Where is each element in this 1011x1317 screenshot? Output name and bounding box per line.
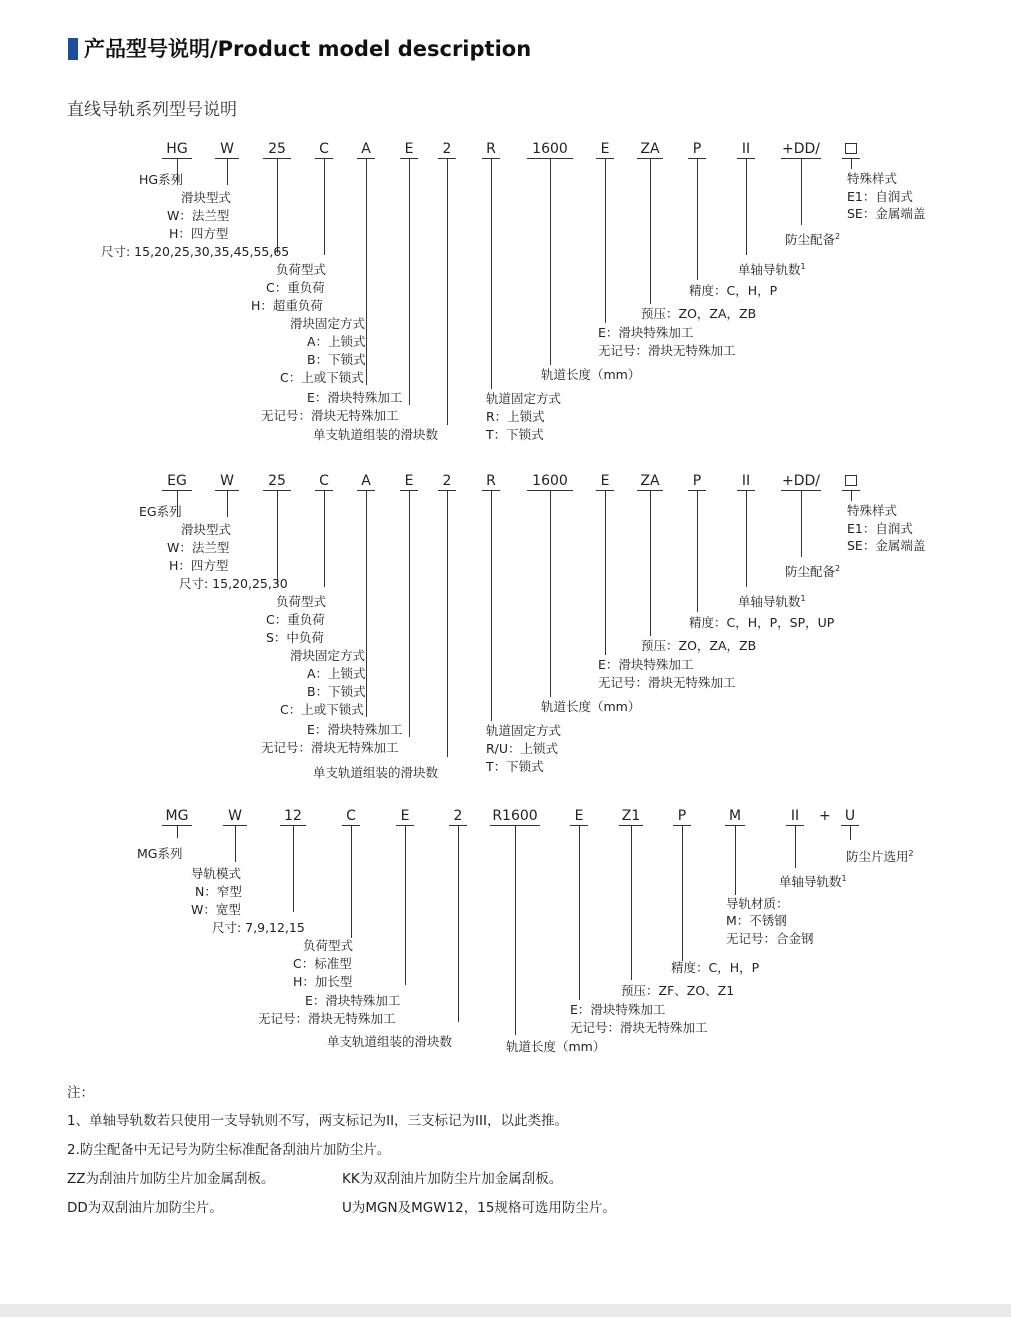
size-label-2: [212, 920, 305, 935]
leader-line-1-3: [324, 491, 325, 587]
leader-line-1-11: [697, 491, 698, 612]
rail-mode-label-2: [191, 866, 241, 881]
leader-line-2-6: [515, 826, 516, 1035]
preload-label-1-text: 预压：ZO，ZA，ZB: [641, 638, 757, 653]
block-fix-c-1-text: C：上或下锁式: [280, 702, 364, 717]
special-label-0-text: 特殊样式: [847, 171, 898, 186]
no2-special-1: [598, 675, 736, 690]
load-c-0-text: C：重负荷: [266, 280, 325, 295]
rail-fix-label-0: [486, 391, 561, 406]
block-fix-label-1: [290, 648, 365, 663]
block-fix-label-0-text: 滑块固定方式: [290, 316, 366, 331]
special-se-0: [847, 206, 925, 221]
preload-label-1: [641, 638, 756, 653]
block-type-label-0: [181, 190, 231, 205]
size-label-1-text: 尺寸: 15,20,25,30: [179, 576, 288, 591]
code-2-5: 2: [453, 808, 463, 824]
code-2-9: P: [677, 808, 687, 824]
leader-line-1-4: [366, 491, 367, 717]
load-c-1: [266, 612, 325, 627]
load-h-0: [251, 298, 323, 313]
rail-fix-label-1: [486, 723, 561, 738]
special-e1-0-text: E1：自润式: [847, 189, 913, 204]
leader-line-1-9: [605, 491, 606, 655]
block-e-special-2-text: E：滑块特殊加工: [305, 993, 401, 1008]
special-label-1-text: 特殊样式: [847, 503, 898, 518]
precision-label-2-text: 精度：C，H，P: [671, 960, 760, 975]
block-count-label-2: [327, 1034, 452, 1049]
dust-label-1-footnote: 2: [835, 564, 841, 573]
code-2-2: 12: [284, 808, 302, 824]
note-4b: U为MGN及MGW12，15规格可选用防尘片。: [342, 1200, 616, 1216]
size-label-0-text: 尺寸: 15,20,25,30,35,45,55,65: [101, 244, 290, 259]
code-1-3: C: [319, 473, 329, 489]
block-no-special-1-text: 无记号：滑块无特殊加工: [261, 740, 399, 755]
leader-line-0-2: [277, 159, 278, 253]
code-1-6: 2: [442, 473, 452, 489]
code-2-8: Z1: [621, 808, 641, 824]
code-0-1: W: [220, 141, 234, 157]
e2-special-1-text: E：滑块特殊加工: [598, 657, 694, 672]
footer-bar: [0, 1304, 1011, 1317]
load-h-2: [293, 974, 352, 989]
leader-line-1-12: [746, 491, 747, 587]
load-h-2-text: H：加长型: [293, 974, 353, 989]
code-2-7: E: [574, 808, 584, 824]
block-fix-b-1: [307, 684, 366, 699]
block-type-label-0-text: 滑块型式: [181, 190, 232, 205]
size-label-0: [101, 244, 289, 259]
rail-fix-label-1-text: 轨道固定方式: [486, 723, 562, 738]
rail-mode-w-2-text: W：宽型: [191, 902, 241, 917]
page-title: 产品型号说明/Product model description: [84, 37, 532, 61]
block-no-special-2: [258, 1011, 396, 1026]
block-type-h-1-text: H：四方型: [169, 558, 229, 573]
code-0-7: R: [486, 141, 496, 157]
note-3a: ZZ为刮油片加防尘片加金属刮板。: [67, 1171, 275, 1187]
axis-count-label-2: [779, 871, 847, 889]
load-type-label-1: [276, 594, 326, 609]
block-no-special-0-text: 无记号：滑块无特殊加工: [261, 408, 399, 423]
leader-line-1-8: [550, 491, 551, 697]
block-fix-c-1: [280, 702, 364, 717]
rail-fix-r-0: [486, 409, 545, 424]
code-0-9: E: [600, 141, 610, 157]
leader-line-0-7: [491, 159, 492, 389]
leader-line-2-5: [458, 826, 459, 1022]
rail-fix-t-0: [486, 427, 544, 442]
block-e-special-1-text: E：滑块特殊加工: [307, 722, 403, 737]
code-2-3: C: [346, 808, 356, 824]
code-0-8: 1600: [532, 141, 568, 157]
size-label-1: [179, 576, 288, 591]
no2-special-2: [570, 1020, 708, 1035]
code-1-4: A: [361, 473, 371, 489]
code-1-7: R: [486, 473, 496, 489]
code-1-5: E: [404, 473, 414, 489]
title-accent-bar: [68, 38, 78, 60]
block-fix-b-0-text: B：下锁式: [307, 352, 366, 367]
load-h-0-text: H：超重负荷: [251, 298, 323, 313]
series-label-2-text: MG系列: [137, 846, 183, 861]
note-3b: KK为双刮油片加防尘片加金属刮板。: [342, 1171, 563, 1187]
load-type-label-0-text: 负荷型式: [276, 262, 327, 277]
code-2-10: M: [728, 808, 742, 824]
precision-label-1-text: 精度：C，H，P，SP，UP: [689, 615, 835, 630]
code-1-11: P: [692, 473, 702, 489]
special-e1-1-text: E1：自润式: [847, 521, 913, 536]
leader-line-0-11: [697, 159, 698, 280]
rail-fix-r-1: [486, 741, 558, 756]
leader-line-2-1: [235, 826, 236, 862]
code-1-9: E: [600, 473, 610, 489]
code-2-6: R1600: [492, 808, 538, 824]
block-no-special-2-text: 无记号：滑块无特殊加工: [258, 1011, 396, 1026]
rail-length-label-2-text: 轨道长度（mm）: [506, 1039, 606, 1054]
rail-length-label-2: [506, 1039, 605, 1054]
leader-line-2-13: [850, 826, 851, 840]
special-e1-1: [847, 521, 913, 536]
leader-line-1-6: [447, 491, 448, 757]
leader-line-0-3: [324, 159, 325, 255]
axis-count-label-0-text: 单轴导轨数: [738, 262, 801, 278]
preload-label-2-text: 预压：ZF、ZO、Z1: [621, 983, 735, 998]
block-fix-a-1-text: A：上锁式: [307, 666, 366, 681]
load-h-1: [266, 630, 324, 645]
dust-label-0-footnote: 2: [835, 232, 841, 241]
block-e-special-1: [307, 722, 402, 737]
axis-count-label-1: [738, 591, 806, 609]
section-subtitle: 直线导轨系列型号说明: [67, 100, 237, 120]
precision-label-0-text: 精度：C，H，P: [689, 283, 778, 298]
notes-heading: 注：: [67, 1085, 94, 1101]
code-2-1: W: [228, 808, 242, 824]
block-fix-a-1: [307, 666, 366, 681]
special-label-0: [847, 171, 897, 186]
block-count-label-0: [313, 427, 438, 442]
axis-count-label-2-text: 单轴导轨数: [779, 874, 842, 890]
leader-line-2-0: [177, 826, 178, 838]
dust-option-label-2-footnote: 2: [908, 849, 914, 858]
block-fix-a-0: [307, 334, 366, 349]
leader-line-0-13: [801, 159, 802, 225]
axis-count-label-2-footnote: 1: [841, 874, 847, 883]
leader-line-0-9: [605, 159, 606, 323]
no2-special-1-text: 无记号：滑块无特殊加工: [598, 675, 736, 690]
dust-label-1: [785, 561, 840, 579]
code-1-13: +DD/: [781, 473, 821, 489]
series-label-0: [139, 172, 183, 187]
leader-line-0-10: [650, 159, 651, 304]
preload-label-0-text: 预压：ZO，ZA，ZB: [641, 306, 757, 321]
load-c-1-text: C：重负荷: [266, 612, 325, 627]
size-label-2-text: 尺寸: 7,9,12,15: [212, 920, 305, 935]
rail-fix-t-1: [486, 759, 544, 774]
axis-count-label-1-footnote: 1: [800, 594, 806, 603]
series-label-1: [139, 504, 182, 519]
code-0-11: P: [692, 141, 702, 157]
no2-special-0-text: 无记号：滑块无特殊加工: [598, 343, 736, 358]
code-0-5: E: [404, 141, 414, 157]
rail-length-label-0: [541, 367, 640, 382]
preload-label-0: [641, 306, 756, 321]
dust-label-0: [785, 229, 840, 247]
block-no-special-0: [261, 408, 399, 423]
material-none-2-text: 无记号：合金钢: [726, 931, 814, 946]
material-m-2: [726, 913, 787, 928]
code-2-0: MG: [165, 808, 189, 824]
dust-label-1-text: 防尘配备: [785, 564, 836, 580]
note-4a: DD为双刮油片加防尘片。: [67, 1200, 223, 1216]
code-0-12: II: [741, 141, 751, 157]
block-type-label-1-text: 滑块型式: [181, 522, 232, 537]
leader-line-1-13: [801, 491, 802, 557]
load-type-label-0: [276, 262, 326, 277]
load-h-1-text: S：中负荷: [266, 630, 324, 645]
special-e1-0: [847, 189, 913, 204]
code-1-0: EG: [167, 473, 187, 489]
rail-fix-r-1-text: R/U：上锁式: [486, 741, 559, 756]
rail-length-label-1-text: 轨道长度（mm）: [541, 699, 641, 714]
precision-label-0: [689, 283, 777, 298]
code-1-2: 25: [268, 473, 286, 489]
note-2: 2.防尘配备中无记号为防尘标准配备刮油片加防尘片。: [67, 1142, 391, 1158]
code-1-1: W: [220, 473, 234, 489]
no2-special-0: [598, 343, 736, 358]
code-0-3: C: [319, 141, 329, 157]
leader-line-2-9: [682, 826, 683, 961]
axis-count-label-1-text: 单轴导轨数: [738, 594, 801, 610]
leader-line-2-4: [405, 826, 406, 985]
material-m-2-text: M：不锈钢: [726, 913, 787, 928]
block-fix-label-1-text: 滑块固定方式: [290, 648, 366, 663]
block-fix-label-0: [290, 316, 365, 331]
block-fix-c-0: [280, 370, 364, 385]
rail-fix-t-1-text: T：下锁式: [486, 759, 544, 774]
leader-line-2-10: [735, 826, 736, 895]
code-0-6: 2: [442, 141, 452, 157]
leader-line-0-1: [227, 159, 228, 185]
leader-line-2-11: [795, 826, 796, 868]
e2-special-2-text: E：滑块特殊加工: [570, 1002, 666, 1017]
material-none-2: [726, 931, 814, 946]
material-label-2-text: 导轨材质：: [726, 896, 789, 911]
leader-line-1-10: [650, 491, 651, 636]
block-type-w-1-text: W：法兰型: [167, 540, 230, 555]
block-type-w-0: [167, 208, 229, 223]
code-1-10: ZA: [640, 473, 660, 489]
leader-line-1-1: [227, 491, 228, 517]
leader-line-0-5: [409, 159, 410, 405]
axis-count-label-0-footnote: 1: [800, 262, 806, 271]
rail-mode-w-2: [191, 902, 241, 917]
axis-count-label-0: [738, 259, 806, 277]
load-c-0: [266, 280, 325, 295]
code-0-4: A: [361, 141, 371, 157]
block-no-special-1: [261, 740, 399, 755]
rail-fix-r-0-text: R：上锁式: [486, 409, 545, 424]
code-2-13: U: [844, 808, 856, 824]
leader-line-0-6: [447, 159, 448, 425]
rail-mode-n-2: [195, 884, 242, 899]
leader-line-0-4: [366, 159, 367, 385]
e2-special-2: [570, 1002, 665, 1017]
block-type-h-1: [169, 558, 228, 573]
code-2-11: II: [790, 808, 800, 824]
block-count-label-2-text: 单支轨道组装的滑块数: [327, 1034, 453, 1049]
code-1-8: 1600: [532, 473, 568, 489]
block-count-label-0-text: 单支轨道组装的滑块数: [313, 427, 439, 442]
plus-sign-2: +: [819, 808, 831, 824]
leader-line-2-2: [293, 826, 294, 912]
block-type-w-0-text: W：法兰型: [167, 208, 230, 223]
code-0-2: 25: [268, 141, 286, 157]
e2-special-0-text: E：滑块特殊加工: [598, 325, 694, 340]
block-type-label-1: [181, 522, 231, 537]
special-se-0-text: SE：金属端盖: [847, 206, 926, 221]
block-count-label-1-text: 单支轨道组装的滑块数: [313, 765, 439, 780]
special-style-box-1: [845, 475, 857, 486]
block-fix-c-0-text: C：上或下锁式: [280, 370, 364, 385]
note-1: 1、单轴导轨数若只使用一支导轨则不写，两支标记为II，三支标记为III，以此类推。: [67, 1113, 568, 1129]
dust-option-label-2: [846, 846, 914, 864]
leader-line-0-12: [746, 159, 747, 255]
special-se-1-text: SE：金属端盖: [847, 538, 926, 553]
rail-mode-n-2-text: N：窄型: [195, 884, 242, 899]
load-type-label-2-text: 负荷型式: [303, 938, 354, 953]
leader-line-0-sq: [851, 159, 852, 169]
e2-special-0: [598, 325, 693, 340]
series-label-1-text: EG系列: [139, 504, 182, 519]
leader-line-1-2: [277, 491, 278, 585]
precision-label-1: [689, 615, 834, 630]
block-e-special-0-text: E：滑块特殊加工: [307, 390, 403, 405]
series-label-2: [137, 846, 182, 861]
block-e-special-2: [305, 993, 400, 1008]
block-fix-b-1-text: B：下锁式: [307, 684, 366, 699]
preload-label-2: [621, 983, 734, 998]
block-type-w-1: [167, 540, 229, 555]
load-type-label-2: [303, 938, 353, 953]
material-label-2: [726, 896, 789, 911]
precision-label-2: [671, 960, 759, 975]
no2-special-2-text: 无记号：滑块无特殊加工: [570, 1020, 708, 1035]
dust-label-0-text: 防尘配备: [785, 232, 836, 248]
block-e-special-0: [307, 390, 402, 405]
leader-line-1-7: [491, 491, 492, 721]
load-c-2: [293, 956, 352, 971]
rail-fix-t-0-text: T：下锁式: [486, 427, 544, 442]
block-type-h-0: [169, 226, 228, 241]
block-count-label-1: [313, 765, 438, 780]
rail-fix-label-0-text: 轨道固定方式: [486, 391, 562, 406]
code-0-13: +DD/: [781, 141, 821, 157]
code-0-0: HG: [166, 141, 188, 157]
rail-mode-label-2-text: 导轨模式: [191, 866, 242, 881]
rail-length-label-0-text: 轨道长度（mm）: [541, 367, 641, 382]
leader-line-0-8: [550, 159, 551, 365]
special-label-1: [847, 503, 897, 518]
leader-line-2-7: [579, 826, 580, 1000]
code-1-12: II: [741, 473, 751, 489]
leader-line-1-sq: [851, 491, 852, 501]
special-style-box-0: [845, 143, 857, 154]
load-c-2-text: C：标准型: [293, 956, 352, 971]
leader-line-2-8: [631, 826, 632, 980]
rail-length-label-1: [541, 699, 640, 714]
e2-special-1: [598, 657, 693, 672]
special-se-1: [847, 538, 925, 553]
series-label-0-text: HG系列: [139, 172, 184, 187]
code-2-4: E: [400, 808, 410, 824]
leader-line-2-3: [351, 826, 352, 938]
leader-line-1-5: [409, 491, 410, 737]
block-type-h-0-text: H：四方型: [169, 226, 229, 241]
code-0-10: ZA: [640, 141, 660, 157]
load-type-label-1-text: 负荷型式: [276, 594, 327, 609]
block-fix-b-0: [307, 352, 366, 367]
block-fix-a-0-text: A：上锁式: [307, 334, 366, 349]
dust-option-label-2-text: 防尘片选用: [846, 849, 909, 865]
